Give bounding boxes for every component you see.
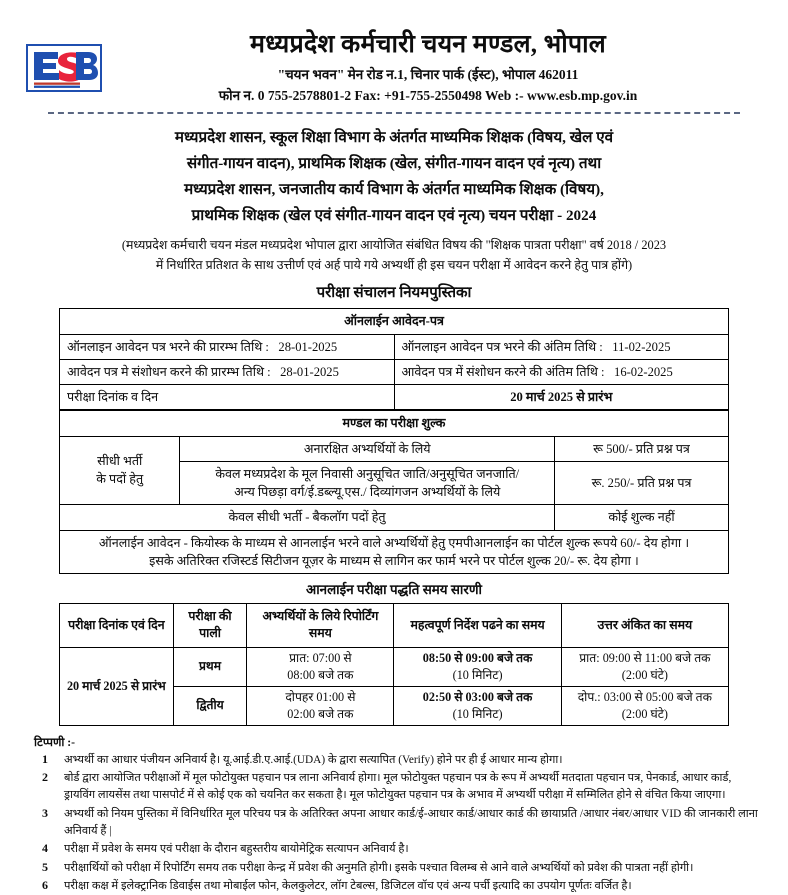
footnote-text: अभ्यर्थी का आधार पंजीयन अनिवार्य है। यू.आई.डी.ए.आई.(UDA) के द्वारा सत्यापित (Verify) होने पर ही ई आधार मान्य होगा। bbox=[64, 754, 563, 767]
schedule-instructions-1 bbox=[394, 647, 561, 686]
booklet-title: परीक्षा संचालन नियमपुस्तिका bbox=[316, 285, 472, 302]
schedule-answer-1-line-1: प्रात: 09:00 से 11:00 बजे तक bbox=[579, 650, 711, 665]
list-item bbox=[34, 860, 764, 877]
list-item bbox=[34, 752, 764, 769]
logo-container bbox=[0, 30, 128, 92]
schedule-header-date: परीक्षा दिनांक एवं दिन bbox=[60, 604, 174, 648]
schedule-header-shift: परीक्षा की पाली bbox=[173, 604, 247, 648]
schedule-reporting-1 bbox=[247, 647, 394, 686]
schedule-reporting-2-line-2: 02:00 बजे तक bbox=[287, 706, 354, 721]
application-end-label: ऑनलाइन आवेदन पत्र भरने की अंतिम तिथि : bbox=[401, 339, 603, 354]
schedule-header-instructions: महत्वपूर्ण निर्देश पढने का समय bbox=[394, 604, 561, 648]
schedule-answer-2 bbox=[561, 686, 728, 725]
backlog-fee-amount: कोई शुल्क नहीं bbox=[555, 505, 729, 530]
table-row bbox=[60, 385, 729, 410]
list-item bbox=[34, 806, 764, 840]
schedule-instructions-1-line-1: 08:50 से 09:00 बजे तक bbox=[422, 650, 533, 665]
table-header-row bbox=[60, 604, 729, 648]
exam-fee-table bbox=[59, 410, 729, 574]
eligibility-note bbox=[48, 235, 740, 275]
correction-end-value: 16-02-2025 bbox=[614, 364, 673, 379]
schedule-answer-2-line-1: दोप.: 03:00 से 05:00 बजे तक bbox=[577, 689, 712, 704]
esb-logo-icon bbox=[26, 44, 102, 92]
footnote-number: 1 bbox=[42, 752, 48, 767]
eligibility-note-line-1: (मध्यप्रदेश कर्मचारी चयन मंडल मध्यप्रदेश भोपाल द्वारा आयोजित संबंधित विषय की "शिक्षक पात्रता परीक्षा" वर्ष 2018 / 2023 bbox=[121, 238, 667, 253]
document-header bbox=[0, 0, 788, 104]
footnotes-list bbox=[34, 752, 764, 895]
organization-title: मध्यप्रदेश कर्मचारी चयन मण्डल, भोपाल bbox=[250, 31, 606, 58]
schedule-reporting-2-line-1: दोपहर 01:00 से bbox=[285, 689, 356, 704]
direct-recruitment-label bbox=[60, 436, 180, 505]
reserved-fee-desc-line-2: अन्य पिछड़ा वर्ग/ई.डब्ल्यू.एस./ दिव्यांगजन अभ्यर्थियों के लिये bbox=[234, 485, 501, 499]
list-item bbox=[34, 770, 764, 804]
schedule-instructions-2 bbox=[394, 686, 561, 725]
table-row bbox=[60, 505, 729, 530]
footnote-number: 4 bbox=[42, 841, 48, 856]
header-text-block bbox=[128, 30, 788, 104]
correction-end-cell bbox=[394, 359, 729, 384]
schedule-answer-1 bbox=[561, 647, 728, 686]
footnote-text: अभ्यर्थी को नियम पुस्तिका में विनिर्धारित मूल परिचय पत्र के अतिरिक्त अपना आधार कार्ड/ई-आधार कार्ड/आधार कार्ड की छायाप्रति /आधार नंबर/आधार VID की जानकारी लाना अनिवार्य हैं | bbox=[64, 807, 758, 837]
table-row bbox=[60, 359, 729, 384]
header-divider bbox=[48, 112, 740, 114]
correction-end-label: आवेदन पत्र में संशोधन करने की अंतिम तिथि : bbox=[401, 364, 605, 379]
fee-table-title: मण्डल का परीक्षा शुल्क bbox=[60, 411, 729, 436]
unreserved-fee-amount: रू 500/- प्रति प्रश्न पत्र bbox=[555, 436, 729, 461]
reserved-fee-desc bbox=[180, 461, 555, 505]
application-start-value: 28-01-2025 bbox=[278, 339, 338, 354]
table-row bbox=[60, 309, 729, 334]
portal-fee-note-line-2: इसके अतिरिक्त रजिस्टर्ड सिटीजन यूज़र के माध्यम से लागिन कर फार्म भरने पर पोर्टल शुल्क 20/- रू. देय होगा । bbox=[149, 553, 639, 568]
footnote-text: परीक्षा में प्रवेश के समय एवं परीक्षा के दौरान बहुस्तरीय बायोमेट्रिक सत्यापन अनिवार्य है। bbox=[64, 843, 409, 856]
portal-fee-note bbox=[60, 530, 729, 574]
exam-date-label: परीक्षा दिनांक व दिन bbox=[60, 385, 395, 410]
footnote-text: परीक्षा कक्ष में इलेक्ट्रानिक डिवाईस तथा मोबाईल फोन, केलकुलेटर, लॉग टेबल्स, डिजिटल वॉच एवं अन्य पर्ची इत्यादि का उपयोग पूर्णतः वर्जित है। bbox=[64, 880, 632, 893]
table-row bbox=[60, 530, 729, 574]
direct-recruitment-label-line-2: के पदों हेतु bbox=[96, 472, 144, 487]
schedule-instructions-2-line-1: 02:50 से 03:00 बजे तक bbox=[422, 689, 533, 704]
direct-recruitment-label-line-1: सीधी भर्ती bbox=[97, 454, 143, 469]
schedule-instructions-2-line-2: (10 मिनिट) bbox=[452, 706, 503, 721]
correction-start-value: 28-01-2025 bbox=[280, 364, 339, 379]
online-application-table bbox=[59, 308, 729, 410]
application-end-value: 11-02-2025 bbox=[612, 339, 671, 354]
scheme-line-1: मध्यप्रदेश शासन, स्कूल शिक्षा विभाग के अंतर्गत माध्यमिक शिक्षक (विषय, खेल एवं bbox=[174, 128, 614, 146]
schedule-header-reporting: अभ्यर्थियों के लिये रिपोर्टिंग समय bbox=[247, 604, 394, 648]
application-start-label: ऑनलाइन आवेदन पत्र भरने की प्रारम्भ तिथि : bbox=[67, 339, 269, 354]
reserved-fee-desc-line-1: केवल मध्यप्रदेश के मूल निवासी अनुसूचित जाति/अनुसूचित जनजाति/ bbox=[215, 466, 520, 481]
correction-start-cell bbox=[60, 359, 395, 384]
footnote-number: 5 bbox=[42, 859, 48, 874]
schedule-answer-2-line-2: (2:00 घंटे) bbox=[621, 706, 668, 721]
table-row bbox=[60, 334, 729, 359]
footnote-text: बोर्ड द्वारा आयोजित परीक्षाओं में मूल फोटोयुक्त पहचान पत्र लाना अनिवार्य होगा। मूल फोटोयुक्त पहचान पत्र के रूप में अभ्यर्थी मतदाता पहचान पत्र, पेनकार्ड, आधार कार्ड, ड्रायविंग लायसेंस तथा पासपोर्ट में से कोई एक को चयनित कर सकता है। मूल फोटोयुक्त पहचान पत्र के अभाव में अभ्यर्थी परीक्षा में सम्मिलित होने से वंचित किया जाएगा। bbox=[64, 772, 732, 802]
footnote-number: 3 bbox=[42, 805, 48, 820]
schedule-shift-1: प्रथम bbox=[173, 647, 247, 686]
application-table-title: ऑनलाईन आवेदन-पत्र bbox=[60, 309, 729, 334]
application-end-cell bbox=[394, 334, 729, 359]
application-start-cell bbox=[60, 334, 395, 359]
correction-start-label: आवेदन पत्र मे संशोधन करने की प्रारम्भ तिथि : bbox=[67, 364, 271, 379]
table-row bbox=[60, 411, 729, 436]
footnote-number: 6 bbox=[42, 878, 48, 893]
footnotes-heading: टिप्पणी :- bbox=[34, 736, 76, 750]
schedule-title: आनलाईन परीक्षा पद्धति समय सारणी bbox=[305, 582, 483, 597]
unreserved-fee-desc: अनारक्षित अभ्यर्थियों के लिये bbox=[180, 436, 555, 461]
schedule-date-cell: 20 मार्च 2025 से प्रारंभ bbox=[60, 647, 174, 725]
reserved-fee-amount: रू. 250/- प्रति प्रश्न पत्र bbox=[555, 461, 729, 505]
schedule-reporting-1-line-1: प्रात: 07:00 से bbox=[289, 650, 352, 665]
footnote-number: 2 bbox=[42, 770, 48, 785]
scheme-line-3: मध्यप्रदेश शासन, जनजातीय कार्य विभाग के अंतर्गत माध्यमिक शिक्षक (विषय), bbox=[184, 180, 604, 198]
schedule-shift-2: द्वितीय bbox=[173, 686, 247, 725]
footnote-text: परीक्षार्थियों को परीक्षा में रिपोर्टिंग समय तक परीक्षा केन्द्र में प्रवेश की अनुमति होगी। इसके पश्चात विलम्ब से आने वाले अभ्यर्थियों को प्रवेश की पात्रता नहीं होगी। bbox=[64, 861, 694, 874]
table-row bbox=[60, 436, 729, 461]
portal-fee-note-line-1: ऑनलाईन आवेदन - कियोस्क के माध्यम से आनलाईन भरने वाले अभ्यर्थियों हेतु एमपीआनलाईन का पोर्टल शुल्क रूपये 60/- देय होगा । bbox=[98, 535, 690, 550]
schedule-reporting-2 bbox=[247, 686, 394, 725]
table-row bbox=[60, 647, 729, 686]
schedule-answer-1-line-2: (2:00 घंटे) bbox=[621, 667, 668, 682]
schedule-instructions-1-line-2: (10 मिनिट) bbox=[452, 667, 503, 682]
scheme-line-4: प्राथमिक शिक्षक (खेल एवं संगीत-गायन वादन एवं नृत्य) चयन परीक्षा - 2024 bbox=[191, 206, 597, 224]
organization-address: "चयन भवन" मेन रोड न.1, चिनार पार्क (ईस्ट), भोपाल 462011 bbox=[277, 66, 579, 82]
scheme-line-2: संगीत-गायन वादन), प्राथमिक शिक्षक (खेल, संगीत-गायन वादन एवं नृत्य) तथा bbox=[186, 154, 602, 172]
scheme-title bbox=[58, 125, 730, 230]
schedule-reporting-1-line-2: 08:00 बजे तक bbox=[287, 667, 354, 682]
backlog-fee-desc: केवल सीधी भर्ती - बैकलॉग पदों हेतु bbox=[60, 505, 555, 530]
organization-contact: फोन न. 0 755-2578801-2 Fax: +91-755-2550498 Web :- www.esb.mp.gov.in bbox=[218, 87, 638, 103]
list-item bbox=[34, 878, 764, 895]
list-item bbox=[34, 841, 764, 858]
schedule-header-answer: उत्तर अंकित का समय bbox=[561, 604, 728, 648]
exam-date-value: 20 मार्च 2025 से प्रारंभ bbox=[394, 385, 729, 410]
eligibility-note-line-2: में निर्धारित प्रतिशत के साथ उत्तीर्ण एवं अर्ह पाये गये अभ्यर्थी ही इस चयन परीक्षा में आवेदन करने हेतु पात्र होंगे) bbox=[155, 258, 633, 273]
exam-schedule-table bbox=[59, 603, 729, 726]
